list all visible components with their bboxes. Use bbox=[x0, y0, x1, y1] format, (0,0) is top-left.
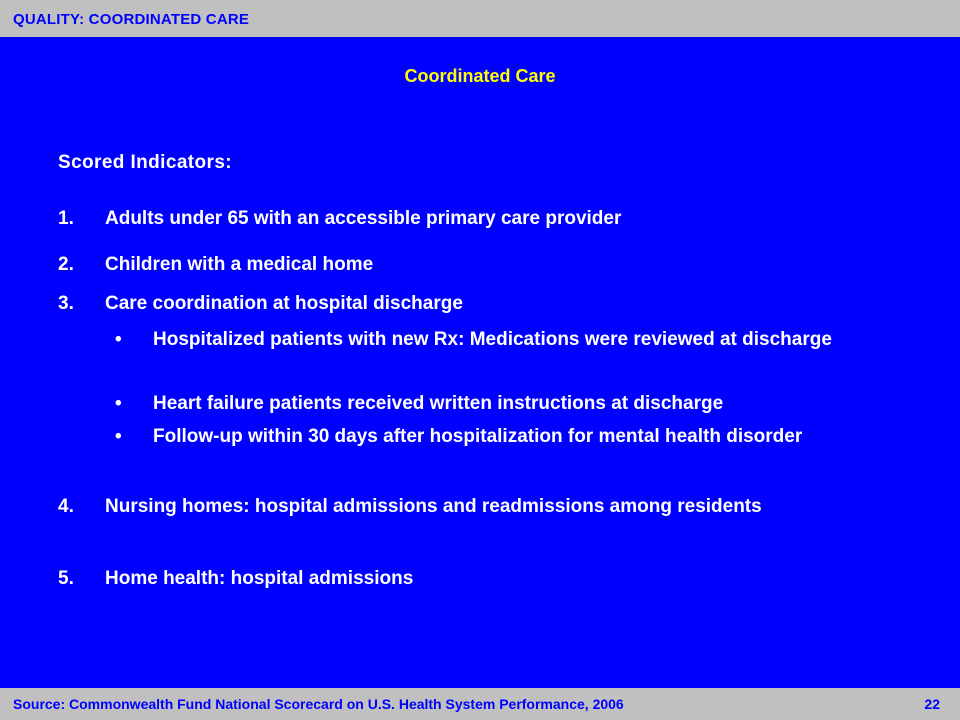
header-label: QUALITY: COORDINATED CARE bbox=[13, 11, 250, 28]
bullet-icon: • bbox=[115, 329, 122, 350]
item-text: Children with a medical home bbox=[105, 254, 374, 275]
footer-bar bbox=[0, 688, 960, 720]
item-number: 3. bbox=[58, 293, 74, 314]
bullet-text: Hospitalized patients with new Rx: Medications were reviewed at discharge bbox=[153, 329, 832, 350]
header-bar bbox=[0, 0, 960, 37]
bullet-text: Heart failure patients received written instructions at discharge bbox=[153, 393, 724, 414]
item-number: 1. bbox=[58, 208, 74, 229]
bullet-icon: • bbox=[115, 393, 122, 414]
scored-indicators-heading: Scored Indicators: bbox=[58, 152, 233, 173]
bullet-icon: • bbox=[115, 426, 122, 447]
source-citation: Source: Commonwealth Fund National Scorecard on U.S. Health System Performance, 2006 bbox=[13, 696, 624, 712]
item-text: Adults under 65 with an accessible primary care provider bbox=[105, 208, 622, 229]
item-number: 5. bbox=[58, 568, 74, 589]
item-text: Nursing homes: hospital admissions and readmissions among residents bbox=[105, 496, 762, 517]
bullet-text: Follow-up within 30 days after hospitalization for mental health disorder bbox=[153, 426, 803, 447]
slide-title: Coordinated Care bbox=[404, 66, 556, 86]
item-number: 4. bbox=[58, 496, 74, 517]
item-text: Care coordination at hospital discharge bbox=[105, 293, 463, 314]
page-number: 22 bbox=[924, 696, 940, 712]
item-number: 2. bbox=[58, 254, 74, 275]
item-text: Home health: hospital admissions bbox=[105, 568, 414, 589]
